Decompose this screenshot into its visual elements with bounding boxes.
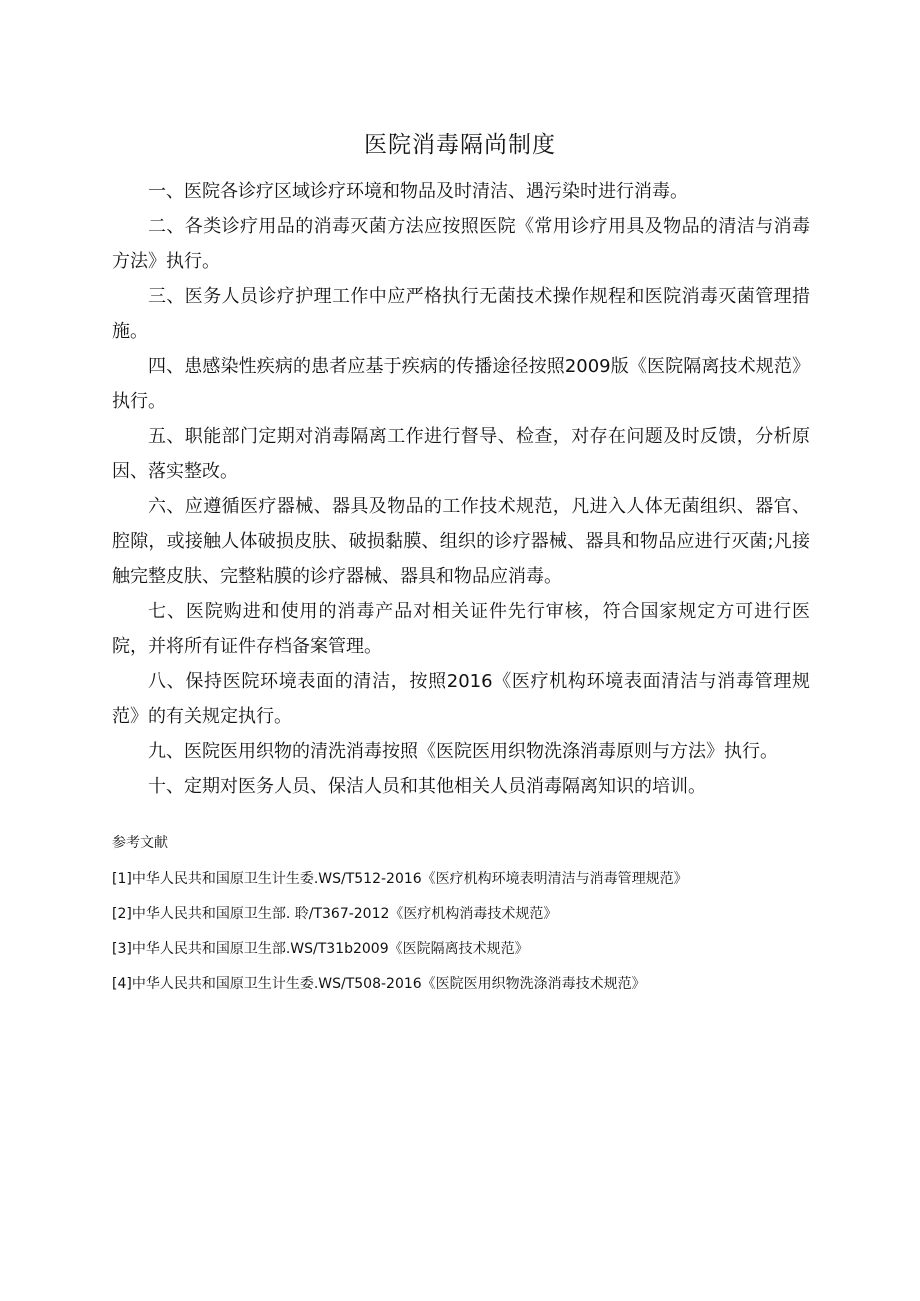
regulation-item-9: 九、医院医用织物的清洗消毒按照《医院医用织物洗涤消毒原则与方法》执行。 (148, 741, 778, 762)
reference-item-1: [1]中华人民共和国原卫生计生委.WS/T512-2016《医疗机构环境表明清洁与消毒管理规范》 (112, 871, 688, 887)
reference-item-3: [3]中华人民共和国原卫生部.WS/T31b2009《医院隔离技术规范》 (112, 941, 529, 957)
regulation-body (112, 174, 810, 804)
regulation-item-5: 五、职能部门定期对消毒隔离工作进行督导、检查，对存在问题及时反馈，分析原因、落实整改。 (112, 426, 810, 482)
regulation-item-3: 三、医务人员诊疗护理工作中应严格执行无菌技术操作规程和医院消毒灭菌管理措施。 (112, 286, 810, 342)
regulation-item-4: 四、患感染性疾病的患者应基于疾病的传播途径按照2009版《医院隔离技术规范》执行。 (112, 356, 810, 412)
regulation-item-10: 十、定期对医务人员、保洁人员和其他相关人员消毒隔离知识的培训。 (148, 776, 706, 797)
regulation-item-2: 二、各类诊疗用品的消毒灭菌方法应按照医院《常用诊疗用具及物品的清洁与消毒方法》执行。 (112, 216, 810, 272)
regulation-item-6: 六、应遵循医疗器械、器具及物品的工作技术规范，凡进入人体无菌组织、器官、腔隙，或接触人体破损皮肤、破损黏膜、组织的诊疗器械、器具和物品应进行灭菌;凡接触完整皮肤、完整粘膜的诊疗器械、器具和物品应消毒。 (112, 496, 810, 587)
references-section (112, 832, 812, 1008)
regulation-item-8: 八、保持医院环境表面的清洁，按照2016《医疗机构环境表面清洁与消毒管理规范》的有关规定执行。 (112, 671, 810, 727)
regulation-item-7: 七、医院购进和使用的消毒产品对相关证件先行审核，符合国家规定方可进行医院，并将所有证件存档备案管理。 (112, 601, 810, 657)
references-heading: 参考文献 (112, 835, 168, 851)
regulation-item-1: 一、医院各诊疗区域诊疗环境和物品及时清洁、遇污染时进行消毒。 (148, 181, 688, 202)
reference-item-2: [2]中华人民共和国原卫生部. 聆/T367-2012《医疗机构消毒技术规范》 (112, 906, 558, 922)
document-title: 医院消毒隔尚制度 (364, 132, 556, 158)
reference-item-4: [4]中华人民共和国原卫生计生委.WS/T508-2016《医院医用织物洗涤消毒技术规范》 (112, 976, 646, 992)
